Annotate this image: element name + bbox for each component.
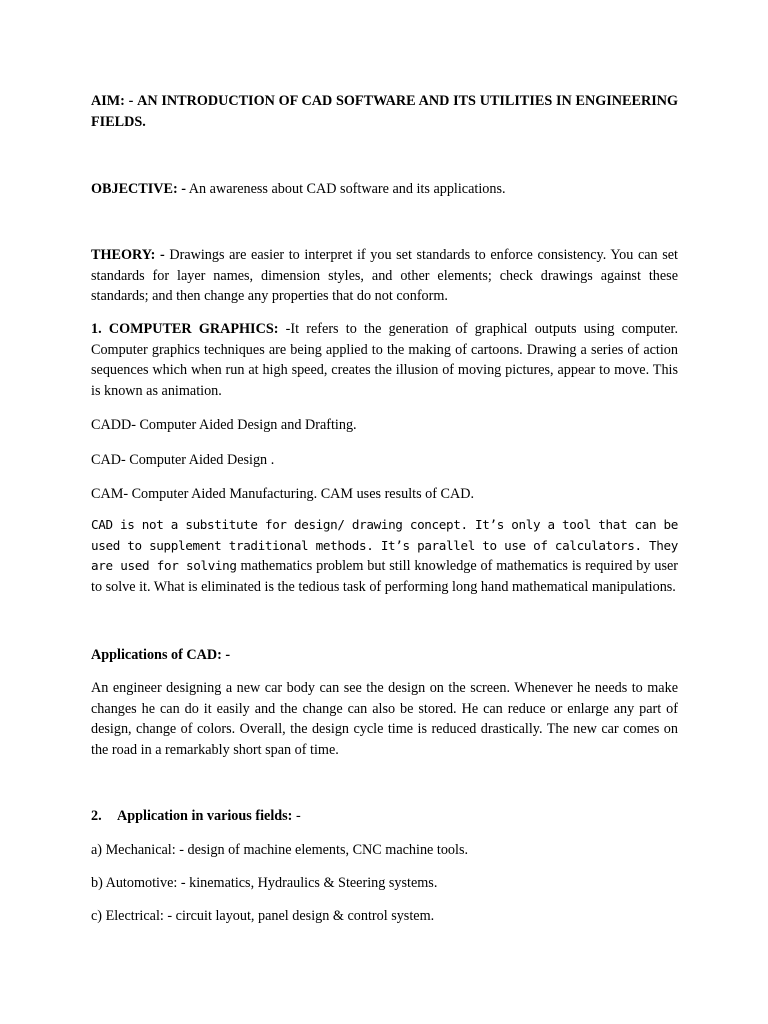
list-item-mechanical: a) Mechanical: - design of machine elements, CNC machine tools. bbox=[91, 842, 469, 858]
definition-cadd: CADD- Computer Aided Design and Drafting. bbox=[91, 417, 357, 433]
theory-section bbox=[91, 245, 678, 307]
cad-paragraph-lead: CAD is not a substitute for design/ drawing concept. It’s only a tool that can be used to supplement traditional methods. It’s parallel to use of calculators. They are used for solving bbox=[91, 517, 678, 574]
theory-text: Drawings are easier to interpret if you set standards to enforce consistency. You can set standards for layer names, dimension styles, and other elements; check drawings against these standards; and then change any properties that do not conform. bbox=[91, 247, 678, 305]
applications-paragraph: An engineer designing a new car body can see the design on the screen. Whenever he needs to make changes he can do it easily and the change can also be stored. He can reduce or enlarge any part of design, change of colors. Overall, the design cycle time is reduced drastically. The new car comes on the road in a remarkably short span of time. bbox=[91, 680, 678, 758]
fields-number: 2. bbox=[91, 808, 102, 824]
objective-label: OBJECTIVE: - bbox=[91, 181, 186, 197]
aim-section bbox=[91, 91, 678, 132]
computer-graphics-text: -It refers to the generation of graphical outputs using computer. Computer graphics techniques are being applied to the making of cartoons. Drawing a series of action sequences which when run at high speed, creates the illusion of moving pictures, appear to move. This is known as animation. bbox=[91, 321, 679, 399]
fields-heading-suffix: - bbox=[292, 808, 301, 824]
cad-paragraph bbox=[91, 515, 678, 597]
list-item-automotive: b) Automotive: - kinematics, Hydraulics & Steering systems. bbox=[91, 875, 438, 891]
aim-text: AN INTRODUCTION OF CAD SOFTWARE AND ITS UTILITIES IN ENGINEERING FIELDS. bbox=[91, 93, 678, 130]
fields-heading-text: Application in various fields: bbox=[117, 808, 293, 824]
objective-section bbox=[91, 179, 678, 200]
objective-text: An awareness about CAD software and its applications. bbox=[188, 181, 506, 197]
aim-label: AIM: - bbox=[91, 93, 134, 109]
list-item-electrical: c) Electrical: - circuit layout, panel design & control system. bbox=[91, 908, 435, 924]
theory-label: THEORY: - bbox=[91, 247, 165, 263]
applications-heading-text: Applications of CAD: - bbox=[91, 647, 231, 663]
applications-heading bbox=[91, 645, 678, 666]
definition-cad: CAD- Computer Aided Design . bbox=[91, 452, 275, 468]
computer-graphics-section bbox=[91, 319, 678, 401]
computer-graphics-label: 1. COMPUTER GRAPHICS: bbox=[91, 321, 279, 337]
cad-paragraph-rest: mathematics problem but still knowledge of mathematics is required by user to solve it. What is eliminated is the tedious task of performing long hand mathematical manipulations. bbox=[91, 558, 679, 595]
definition-cam: CAM- Computer Aided Manufacturing. CAM uses results of CAD. bbox=[91, 486, 475, 502]
fields-heading bbox=[91, 806, 678, 827]
